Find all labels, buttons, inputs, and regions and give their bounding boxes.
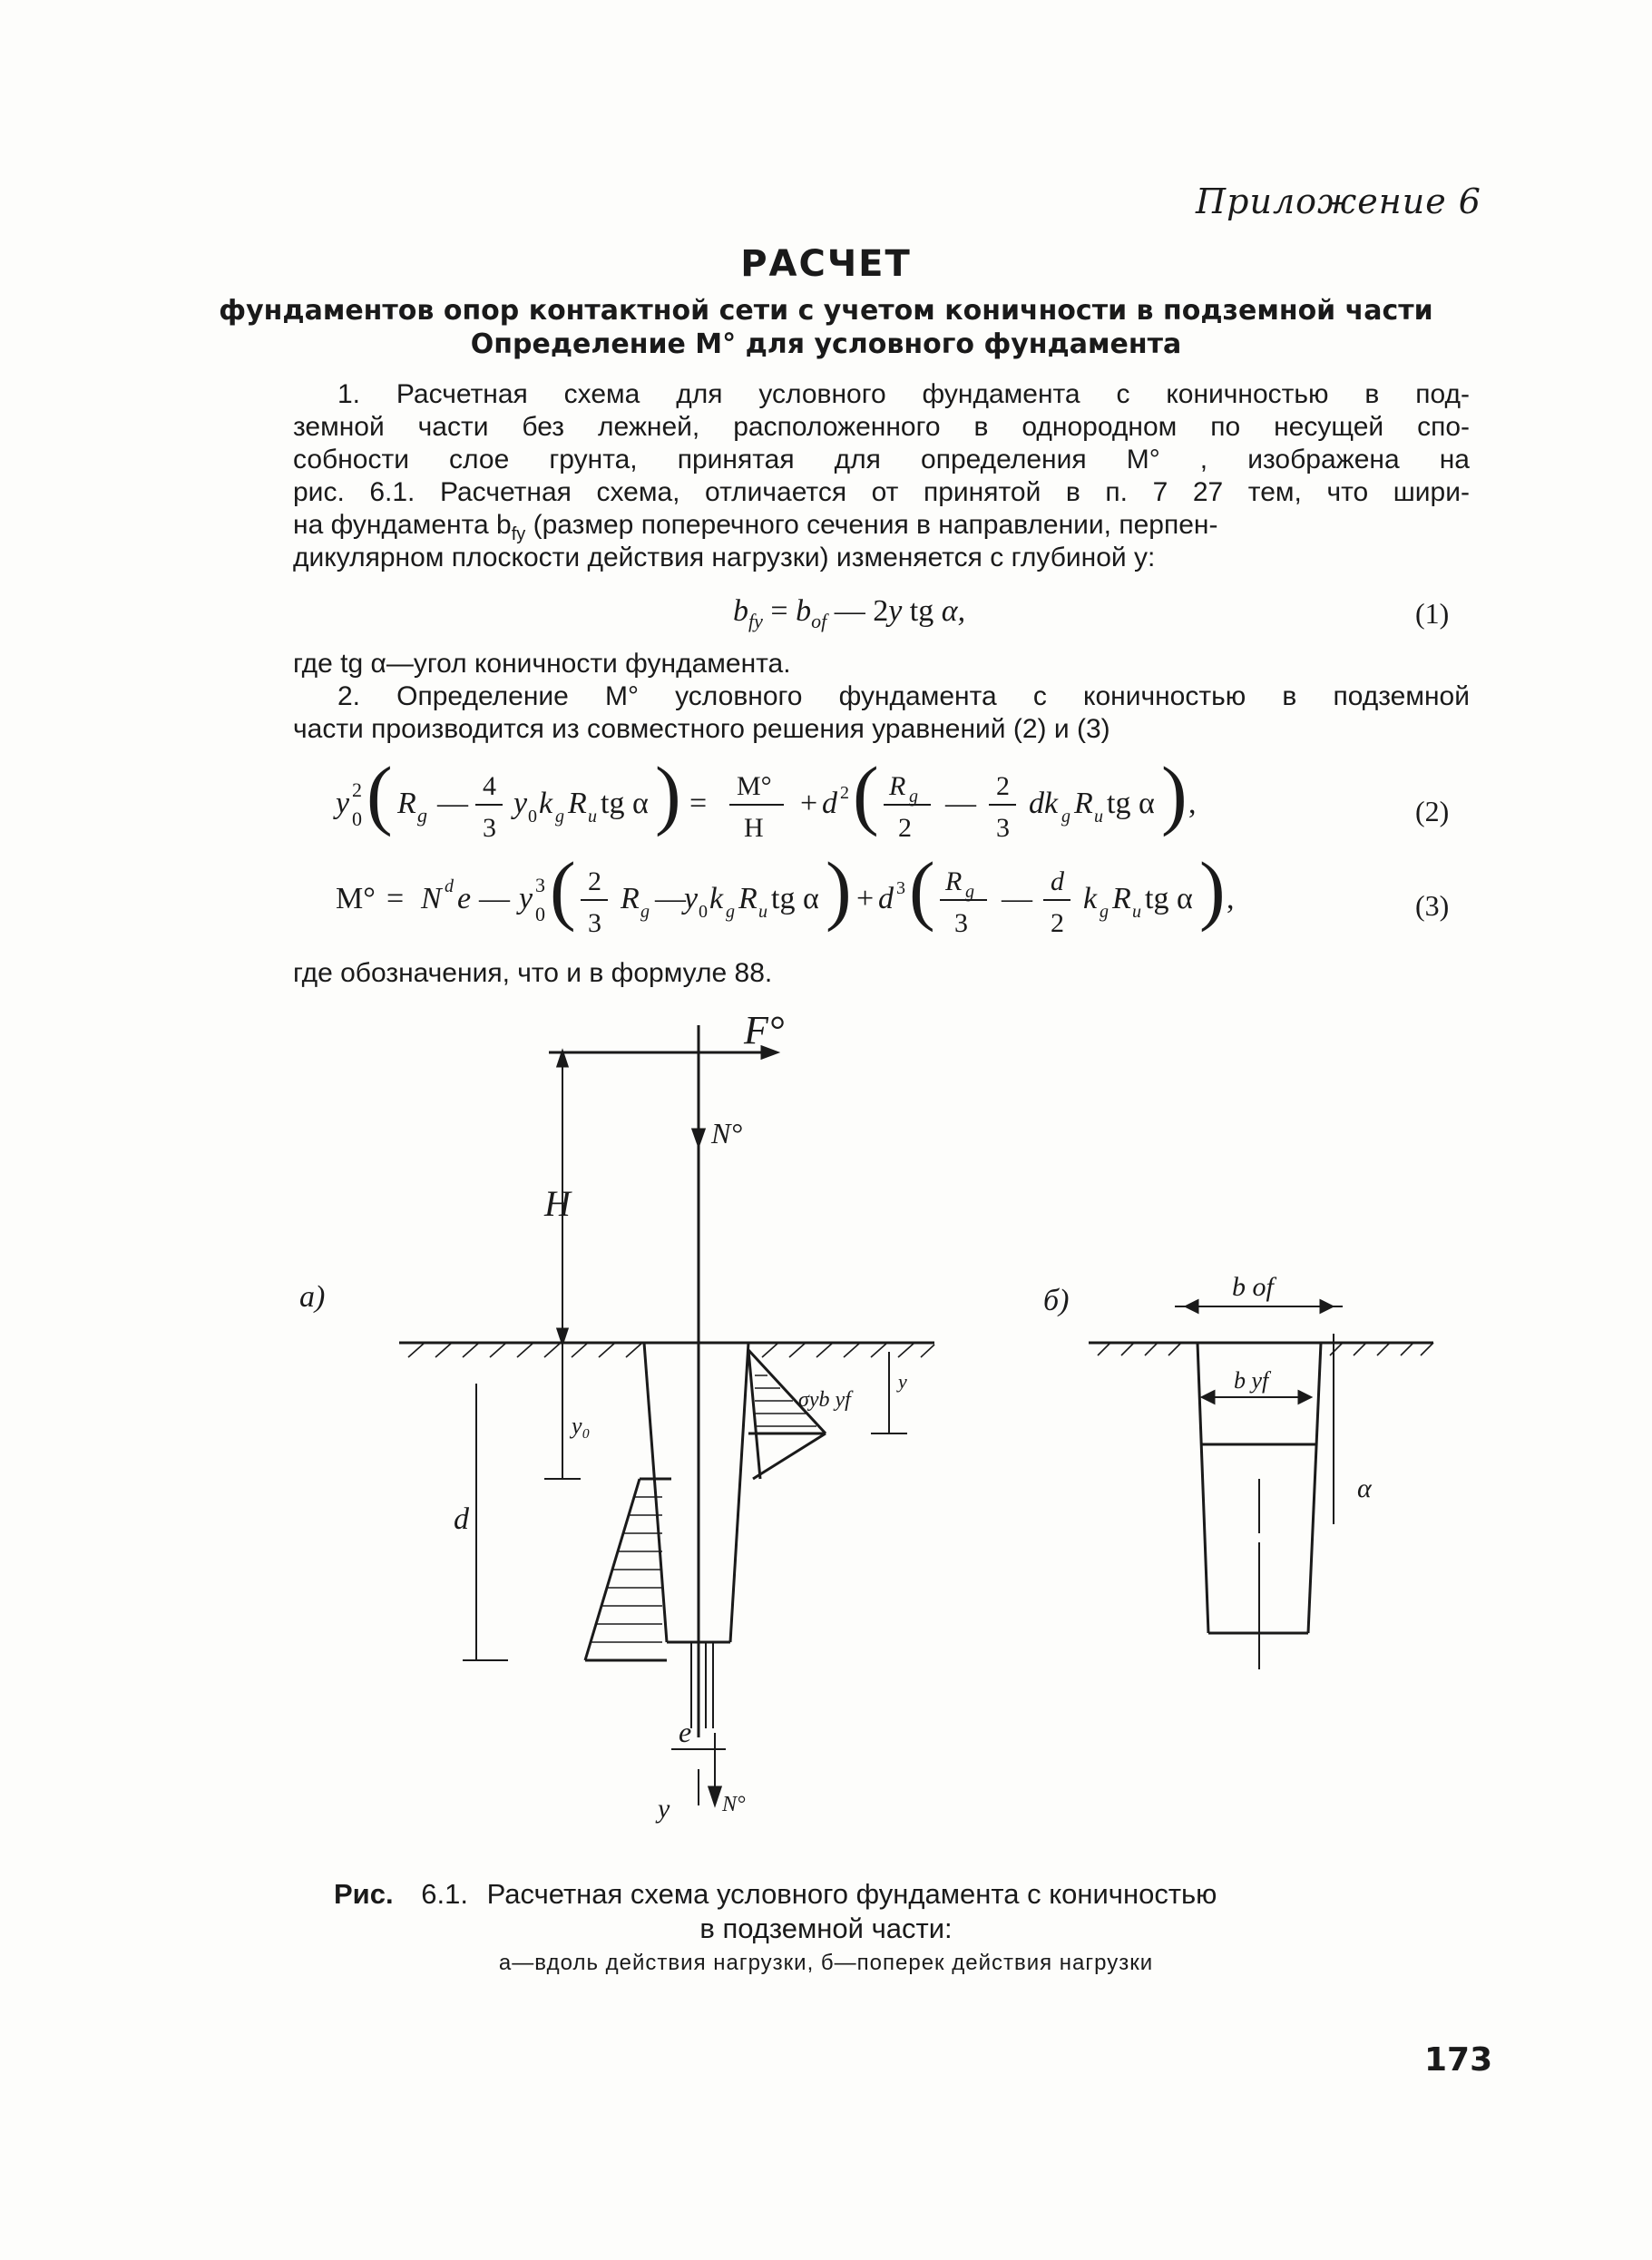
paragraph-1-line-1: 1. Расчетная схема для условного фундамента с коничностью в под- bbox=[337, 379, 1470, 409]
svg-text:g: g bbox=[726, 902, 735, 922]
svg-text:2: 2 bbox=[352, 778, 362, 801]
svg-text:—: — bbox=[479, 882, 510, 915]
svg-text:e: e bbox=[457, 882, 472, 915]
width-var-subscript: fy bbox=[511, 524, 526, 544]
stress-label: σyb yf bbox=[798, 1388, 851, 1412]
svg-text:3: 3 bbox=[996, 813, 1010, 843]
svg-text:u: u bbox=[588, 807, 597, 827]
svg-text:R: R bbox=[738, 882, 758, 915]
svg-text:,: , bbox=[1188, 787, 1197, 820]
svg-text:2: 2 bbox=[588, 866, 601, 896]
svg-text:g: g bbox=[1061, 807, 1070, 827]
svg-text:0: 0 bbox=[352, 807, 362, 830]
svg-text:y: y bbox=[519, 882, 533, 915]
svg-text:2: 2 bbox=[1051, 908, 1064, 938]
svg-text:k: k bbox=[539, 787, 553, 820]
svg-text:tg α: tg α bbox=[1107, 787, 1155, 820]
y0-label: y₀ bbox=[572, 1413, 591, 1439]
paragraph-2-line-1: 2. Определение M° условного фундамента с коничностью в подземной bbox=[337, 681, 1470, 711]
svg-text:2: 2 bbox=[840, 783, 849, 803]
svg-text:dk: dk bbox=[1029, 787, 1059, 820]
depth-d-label: d bbox=[454, 1502, 469, 1536]
figure-b-scheme bbox=[1034, 1243, 1452, 1678]
svg-text:): ) bbox=[1161, 753, 1188, 837]
svg-text:): ) bbox=[1199, 848, 1226, 933]
width-var-text: на фундамента b bbox=[293, 510, 512, 540]
svg-text:d: d bbox=[445, 876, 454, 896]
force-F-label: F° bbox=[744, 1008, 785, 1052]
svg-text:3: 3 bbox=[896, 878, 905, 898]
b-of-label: b of bbox=[1232, 1272, 1274, 1302]
svg-text:—: — bbox=[1002, 882, 1032, 915]
svg-text:R: R bbox=[1112, 882, 1131, 915]
svg-text:tg α: tg α bbox=[601, 787, 649, 820]
svg-text:R: R bbox=[1074, 787, 1093, 820]
svg-text:d: d bbox=[822, 787, 837, 820]
page-number: 173 bbox=[1424, 2041, 1493, 2079]
height-H-label: H bbox=[544, 1183, 571, 1224]
caption-text: Расчетная схема условного фундамента с коничностью bbox=[486, 1878, 1217, 1910]
svg-text:N: N bbox=[421, 882, 442, 915]
page-title: РАСЧЕТ bbox=[740, 243, 912, 285]
formula-2 bbox=[327, 753, 1470, 853]
formula-2-number: (2) bbox=[1415, 795, 1450, 827]
svg-text:g: g bbox=[555, 807, 564, 827]
svg-text:H: H bbox=[744, 813, 764, 843]
after-formula-1: где tg α—угол коничности фундамента. bbox=[293, 649, 791, 679]
svg-text:M°: M° bbox=[737, 771, 772, 801]
svg-text:): ) bbox=[655, 753, 681, 837]
svg-text:3: 3 bbox=[954, 908, 968, 938]
svg-text:R: R bbox=[568, 787, 587, 820]
svg-text:tg α: tg α bbox=[1145, 882, 1193, 915]
svg-text:—: — bbox=[945, 787, 976, 820]
svg-text:g: g bbox=[909, 787, 918, 807]
svg-text:y: y bbox=[513, 787, 528, 820]
svg-text:2: 2 bbox=[996, 771, 1010, 801]
paragraph-1-line-5-rest: (размер поперечного сечения в направлении, перпен- bbox=[533, 510, 1218, 540]
y-label-bottom: y bbox=[658, 1794, 670, 1824]
svg-text:u: u bbox=[758, 902, 767, 922]
b-yf-label: b yf bbox=[1234, 1367, 1269, 1394]
svg-text:g: g bbox=[640, 902, 650, 922]
figure-a-scheme bbox=[272, 1007, 980, 1842]
y-label-right: y bbox=[898, 1370, 907, 1393]
svg-text:R: R bbox=[621, 882, 640, 915]
svg-text:4: 4 bbox=[483, 771, 496, 801]
svg-text:d: d bbox=[878, 882, 894, 915]
svg-text:y: y bbox=[684, 882, 699, 915]
paragraph-1-line-2: земной части без лежней, расположенного в однородном по несущей спо- bbox=[293, 412, 1470, 442]
svg-text:,: , bbox=[1227, 882, 1235, 915]
paragraph-1-line-4: рис. 6.1. Расчетная схема, отличается от принятой в п. 7 27 тем, что шири- bbox=[293, 477, 1470, 507]
appendix-label: Приложение 6 bbox=[1196, 181, 1481, 221]
figure-caption-line-2: в подземной части: bbox=[699, 1913, 953, 1944]
svg-text:2: 2 bbox=[898, 813, 912, 843]
svg-text:tg α: tg α bbox=[771, 882, 819, 915]
svg-text:3: 3 bbox=[483, 813, 496, 843]
paragraph-1-line-6: дикулярном плоскости действия нагрузки) изменяется с глубиной y: bbox=[293, 543, 1156, 572]
svg-text:g: g bbox=[1100, 902, 1109, 922]
paragraph-1-line-3: собности слое грунта, принятая для определения M° , изображена на bbox=[293, 445, 1470, 475]
svg-text:g: g bbox=[417, 804, 427, 827]
svg-text:—: — bbox=[437, 787, 468, 820]
svg-text:u: u bbox=[1094, 807, 1103, 827]
svg-text:(: ( bbox=[853, 753, 879, 837]
svg-text:+: + bbox=[856, 882, 875, 915]
after-formula-3: где обозначения, что и в формуле 88. bbox=[293, 958, 773, 988]
svg-text:3: 3 bbox=[535, 874, 545, 896]
figure-a-label: а) bbox=[299, 1280, 326, 1314]
svg-text:M°: M° bbox=[336, 882, 376, 915]
force-N-bottom-label: N° bbox=[722, 1793, 746, 1816]
svg-text:g: g bbox=[965, 882, 974, 902]
svg-text:=: = bbox=[386, 882, 405, 915]
svg-text:(: ( bbox=[367, 753, 393, 837]
paragraph-2-line-2: части производится из совместного решения уравнений (2) и (3) bbox=[293, 714, 1110, 744]
svg-text:0: 0 bbox=[699, 902, 708, 922]
formula-1: $b_{fy} = b_{of}$ — 2y tg α, bbox=[733, 594, 966, 632]
formula-1-number: (1) bbox=[1415, 597, 1450, 630]
formula-3-number: (3) bbox=[1415, 889, 1450, 922]
svg-text:=: = bbox=[689, 787, 708, 820]
caption-fig-prefix: Рис. bbox=[334, 1878, 394, 1910]
svg-text:): ) bbox=[826, 848, 852, 933]
svg-text:(: ( bbox=[909, 848, 935, 933]
svg-text:y: y bbox=[336, 787, 350, 820]
alpha-label: α bbox=[1357, 1473, 1372, 1503]
svg-text:u: u bbox=[1132, 902, 1141, 922]
svg-text:3: 3 bbox=[588, 908, 601, 938]
svg-text:k: k bbox=[709, 882, 724, 915]
eccentricity-e-label: e bbox=[679, 1716, 692, 1748]
svg-text:R: R bbox=[889, 771, 906, 801]
subtitle-line-1: фундаментов опор контактной сети с учетом коничности в подземной части bbox=[219, 295, 1433, 327]
svg-text:+: + bbox=[800, 787, 818, 820]
svg-text:—: — bbox=[655, 882, 686, 915]
svg-text:0: 0 bbox=[535, 903, 545, 925]
figure-caption-subline: а—вдоль действия нагрузки, б—поперек действия нагрузки bbox=[498, 1951, 1154, 1975]
force-N-label: N° bbox=[711, 1117, 743, 1150]
svg-text:(: ( bbox=[550, 848, 576, 933]
svg-text:k: k bbox=[1083, 882, 1098, 915]
subtitle-line-2: Определение M° для условного фундамента bbox=[470, 328, 1182, 360]
svg-text:R: R bbox=[945, 866, 963, 896]
svg-text:R: R bbox=[397, 787, 416, 820]
svg-text:0: 0 bbox=[528, 807, 537, 827]
formula-3 bbox=[327, 848, 1470, 948]
caption-fig-number: 6.1. bbox=[421, 1878, 468, 1910]
figure-b-label: б) bbox=[1043, 1284, 1070, 1317]
figure-caption-line-1 bbox=[334, 1878, 1217, 1911]
svg-text:d: d bbox=[1051, 866, 1064, 896]
